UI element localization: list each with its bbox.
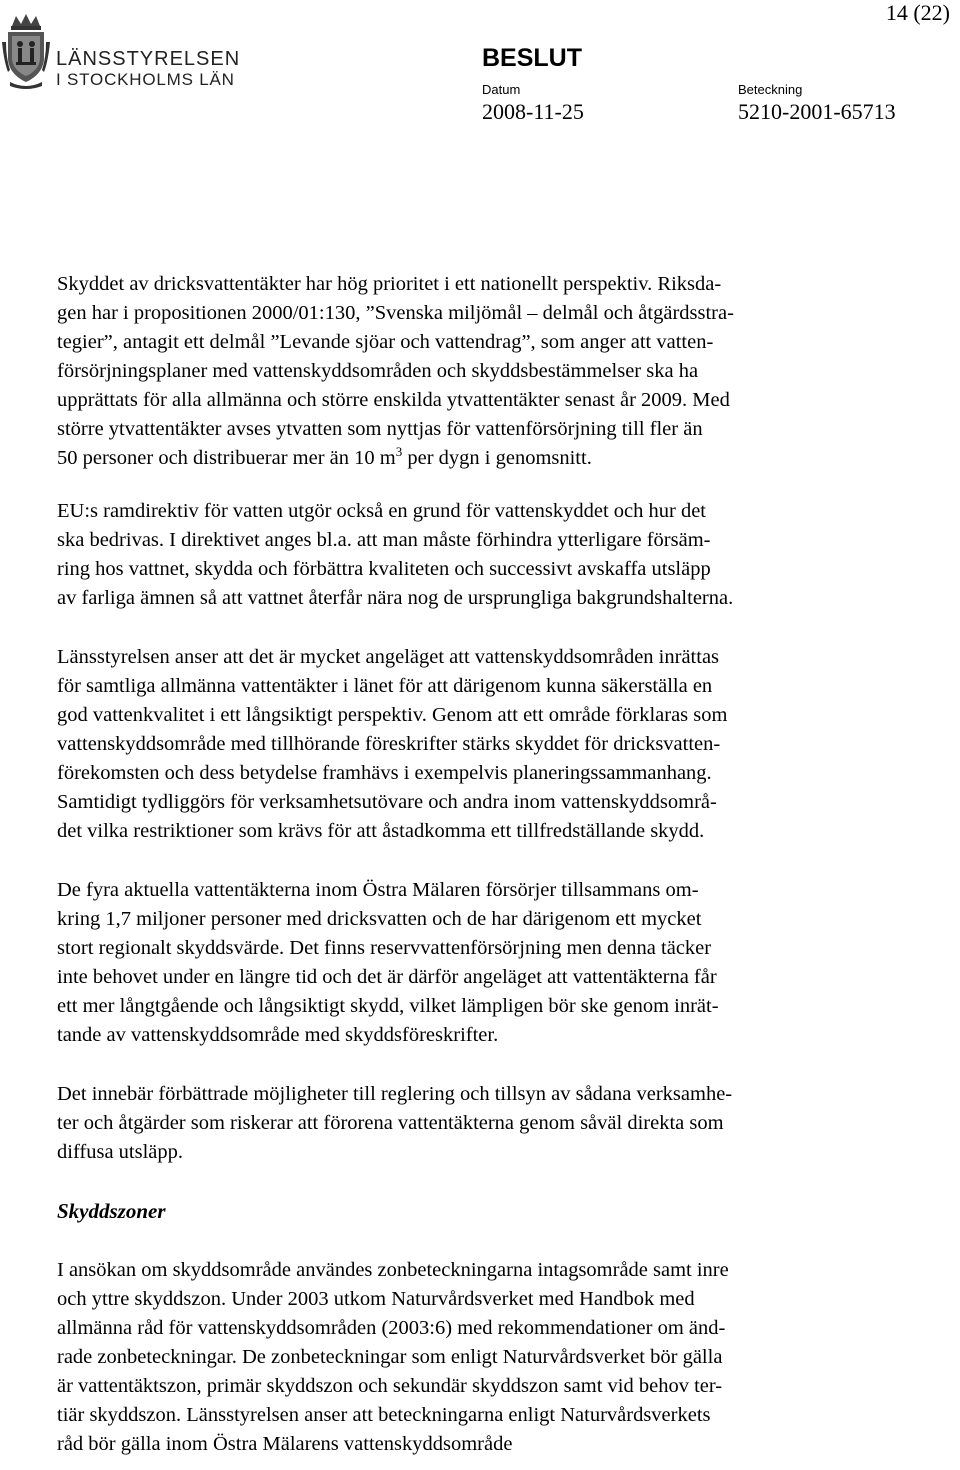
text-line: och yttre skyddszon. Under 2003 utkom Naturvårdsverket med Handbok med [57, 1288, 695, 1310]
reference-label: Beteckning [738, 82, 803, 97]
section-heading-skyddszoner: Skyddszoner [57, 1199, 166, 1223]
text-line: av farliga ämnen så att vattnet återfår nära nog de ursprungliga bakgrundshalterna. [57, 587, 734, 609]
reference-block [738, 82, 896, 126]
text-line: ett mer långtgående och långsiktigt skydd, vilket lämpligen bör ske genom inrät- [57, 995, 719, 1017]
date-label: Datum [482, 82, 521, 97]
organization-line2: I STOCKHOLMS LÄN [56, 70, 235, 89]
text-line: god vattenkvalitet i ett långsiktigt perspektiv. Genom att ett område förklaras som [57, 704, 728, 726]
text-fragment: 50 personer och distribuerar mer än 10 m [57, 447, 396, 469]
text-line: vattenskyddsområde med tillhörande föreskrifter stärks skyddet för dricksvatten- [57, 733, 721, 755]
text-line: tegier”, antagit ett delmål ”Levande sjöar och vattendrag”, som anger att vatten- [57, 331, 714, 353]
text-line: rade zonbeteckningar. De zonbeteckningar som enligt Naturvårdsverket bör gälla [57, 1346, 723, 1368]
text-line: kring 1,7 miljoner personer med dricksvatten och de har därigenom ett mycket [57, 908, 702, 930]
paragraph-water-sources [57, 876, 917, 1050]
text-line [57, 444, 917, 473]
text-line: gen har i propositionen 2000/01:130, ”Svenska miljömål – delmål och åtgärdsstra- [57, 302, 734, 324]
text-line: större ytvattentäkter avses ytvatten som nyttjas för vattenförsörjning till fler än [57, 418, 703, 440]
text-line: ring hos vattnet, skydda och förbättra kvaliteten och successivt avskaffa utsläpp [57, 558, 711, 580]
text-line: är vattentäktszon, primär skyddszon och sekundär skyddszon samt vid behov ter- [57, 1375, 723, 1397]
text-line: det vilka restriktioner som krävs för att åstadkomma ett tillfredställande skydd. [57, 820, 705, 842]
text-line: EU:s ramdirektiv för vatten utgör också en grund för vattenskyddet och hur det [57, 500, 706, 522]
date-block [482, 82, 584, 126]
paragraph-zone-designations [57, 1256, 917, 1459]
document-type: BESLUT [482, 44, 582, 72]
text-line: inte behovet under en längre tid och det är därför angeläget att vattentäkterna får [57, 966, 717, 988]
text-line: upprättats för alla allmänna och större enskilda ytvattentäkter senast år 2009. Med [57, 389, 730, 411]
text-line: Länsstyrelsen anser att det är mycket angeläget att vattenskyddsområden inrättas [57, 646, 720, 668]
coat-of-arms-icon [0, 12, 52, 92]
text-line: Det innebär förbättrade möjligheter till reglering och tillsyn av sådana verksamhe- [57, 1083, 733, 1105]
superscript: 3 [395, 444, 403, 460]
text-line: tiär skyddszon. Länsstyrelsen anser att beteckningarna enligt Naturvårdsverkets [57, 1404, 711, 1426]
text-line: Samtidigt tydliggörs för verksamhetsutövare och andra inom vattenskyddsområ- [57, 791, 717, 813]
paragraph-improved-regulation [57, 1080, 917, 1167]
date-value: 2008-11-25 [482, 99, 584, 124]
organization-logo [0, 12, 240, 92]
page-number: 14 (22) [885, 0, 950, 25]
reference-value: 5210-2001-65713 [738, 99, 896, 124]
organization-name [56, 48, 240, 90]
organization-line1: LÄNSSTYRELSEN [56, 48, 241, 70]
text-line: ska bedrivas. I direktivet anges bl.a. att man måste förhindra ytterligare försäm- [57, 529, 711, 551]
text-line: stort regionalt skyddsvärde. Det finns reservvattenförsörjning men denna täcker [57, 937, 712, 959]
text-line: förekomsten och dess betydelse framhävs i exempelvis planeringssammanhang. [57, 762, 712, 784]
text-line: I ansökan om skyddsområde användes zonbeteckningarna intagsområde samt inre [57, 1259, 729, 1281]
text-line: allmänna råd för vattenskyddsområden (2003:6) med rekommendationer om änd- [57, 1317, 726, 1339]
text-line: diffusa utsläpp. [57, 1141, 184, 1163]
paragraph-eu-directive [57, 497, 917, 613]
document-body [57, 270, 917, 1459]
paragraph-priority [57, 270, 917, 473]
text-line: för samtliga allmänna vattentäkter i länet för att därigenom kunna säkerställa en [57, 675, 713, 697]
text-line: tande av vattenskyddsområde med skyddsföreskrifter. [57, 1024, 499, 1046]
text-line: ter och åtgärder som riskerar att förorena vattentäkterna genom såväl direkta som [57, 1112, 724, 1134]
text-fragment: per dygn i genomsnitt. [402, 447, 592, 469]
text-line: Skyddet av dricksvattentäkter har hög prioritet i ett nationellt perspektiv. Riksda- [57, 273, 722, 295]
text-line: försörjningsplaner med vattenskyddsområden och skyddsbestämmelser ska ha [57, 360, 699, 382]
text-line: råd bör gälla inom Östra Mälarens vattenskyddsområde [57, 1433, 513, 1455]
paragraph-county-opinion [57, 643, 917, 846]
text-line: De fyra aktuella vattentäkterna inom Östra Mälaren försörjer tillsammans om- [57, 879, 699, 901]
